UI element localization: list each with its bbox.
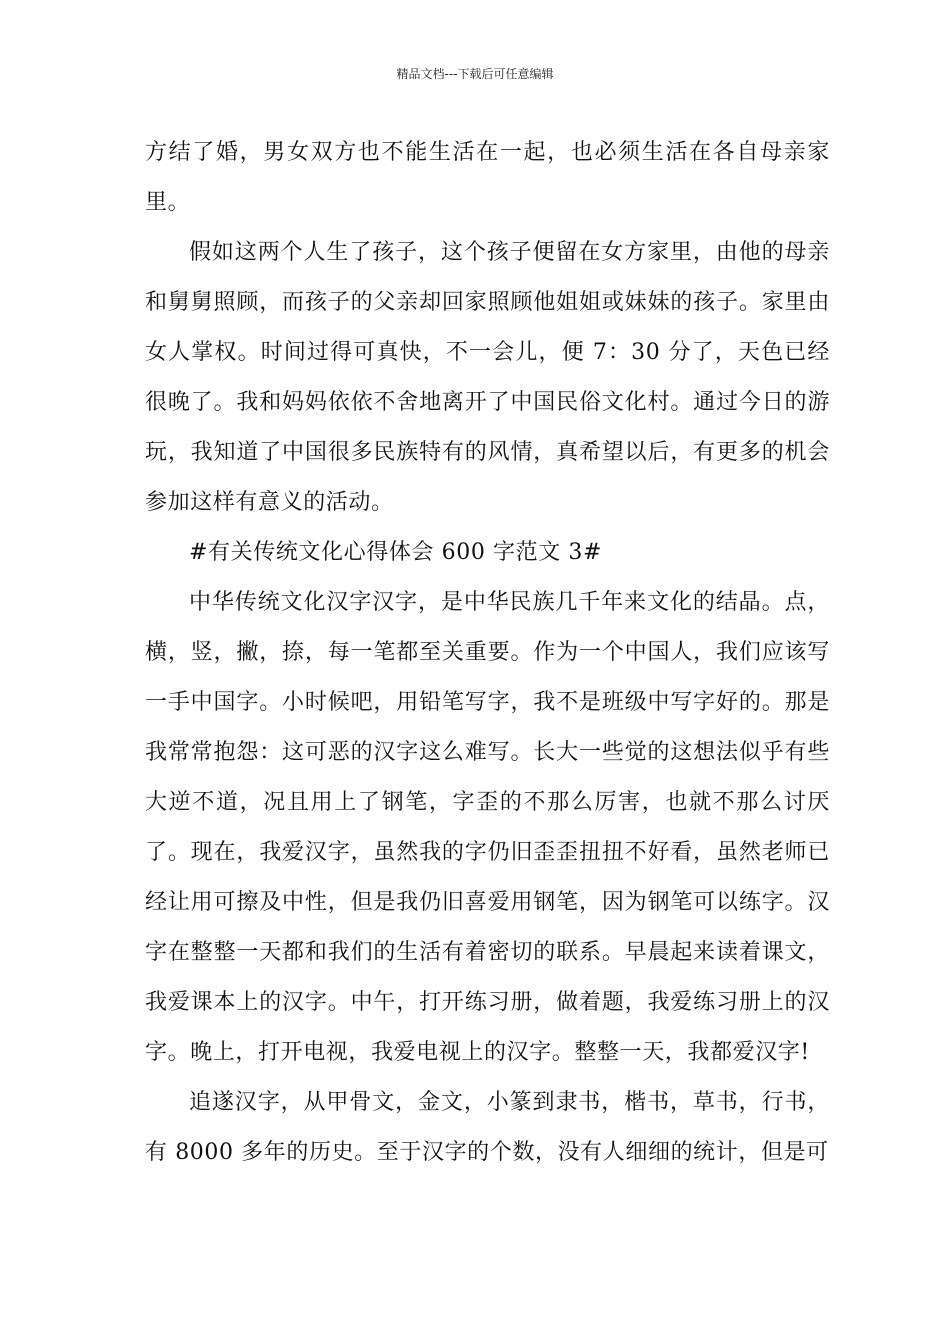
- paragraph-4: 追遂汉字，从甲骨文，金文，小篆到隶书，楷书，草书，行书，有 8000 多年的历史。至于汉字的个数，没有人细细的统计，但是可: [145, 1090, 830, 1165]
- paragraph-2: 假如这两个人生了孩子，这个孩子便留在女方家里，由他的母亲和舅舅照顾，而孩子的父亲却回家照顾他姐姐或妹妹的孩子。家里由女人掌权。时间过得可真快，不一会儿，便 7：30 分了，天色已经很晚了。我和妈妈依依不舍地离开了中国民俗文化村。通过今日的游玩，我知道了中国很多民族特有的风情，真希望以后，有更多的机会参加这样有意义的活动。: [145, 240, 830, 515]
- page-header: 精品文档---下载后可任意编辑: [396, 67, 554, 81]
- document-body: [145, 128, 830, 1178]
- section-heading: #有关传统文化心得体会 600 字范文 3#: [189, 540, 603, 565]
- paragraph-3: 中华传统文化汉字汉字，是中华民族几千年来文化的结晶。点，横，竖，撇，捺，每一笔都至关重要。作为一个中国人，我们应该写一手中国字。小时候吧，用铅笔写字，我不是班级中写字好的。那是我常常抱怨：这可恶的汉字这么难写。长大一些觉的这想法似乎有些大逆不道，况且用上了钢笔，字歪的不那么厉害，也就不那么讨厌了。现在，我爱汉字，虽然我的字仍旧歪歪扭扭不好看，虽然老师已经让用可擦及中性，但是我仍旧喜爱用钢笔，因为钢笔可以练字。汉字在整整一天都和我们的生活有着密切的联系。早晨起来读着课文，我爱课本上的汉字。中午，打开练习册，做着题，我爱练习册上的汉字。晚上，打开电视，我爱电视上的汉字。整整一天，我都爱汉字!: [145, 590, 830, 1065]
- paragraph-1: 方结了婚，男女双方也不能生活在一起，也必须生活在各自母亲家里。: [145, 140, 830, 215]
